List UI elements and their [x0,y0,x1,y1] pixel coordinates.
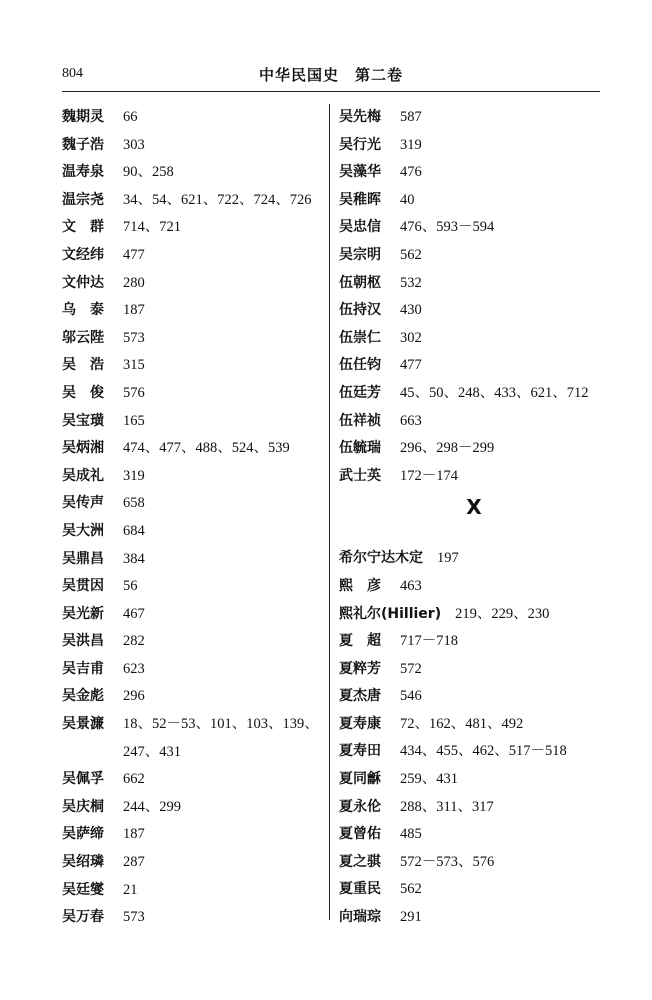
index-entry [339,325,609,353]
entry-name: 乌 泰 [62,302,104,319]
index-entry [339,352,609,380]
entry-name: 文仲达 [62,274,104,291]
entry-name: 吴宝璜 [62,412,104,429]
index-entry [339,876,609,904]
entry-pages: 288、311、317 [400,798,494,815]
entry-name: 夏杰唐 [339,688,381,705]
index-entry [62,683,324,711]
entry-pages: 430 [400,302,422,319]
entry-name: 熙 彦 [339,577,381,594]
entry-name: 伍毓瑞 [339,440,381,457]
entry-name: 温宗尧 [62,191,104,208]
entry-pages: 474、477、488、524、539 [123,440,290,457]
entry-name: 夏同龢 [339,771,381,788]
entry-pages: 319 [123,467,145,484]
index-entry [62,242,324,270]
entry-pages: 684 [123,522,145,539]
page-header [62,62,600,90]
index-entry [62,214,324,242]
entry-name: 吴 俊 [62,384,104,401]
entry-name: 夏寿田 [339,743,381,760]
column-divider [329,104,330,920]
index-entry [62,490,324,518]
entry-pages: 18、52－53、101、103、139、247、431 [123,716,319,760]
index-entry [339,242,609,270]
entry-name: 邬云陛 [62,329,104,346]
entry-pages: 165 [123,412,145,429]
entry-name: 吴佩孚 [62,771,104,788]
entry-pages: 485 [400,826,422,843]
entry-name: 伍崇仁 [339,329,381,346]
entry-name: 吴成礼 [62,467,104,484]
index-entry [62,408,324,436]
entry-name: 吴鼎昌 [62,550,104,567]
entry-pages: 476 [400,164,422,181]
entry-name: 吴稚晖 [339,191,381,208]
entry-pages: 562 [400,881,422,898]
entry-pages: 587 [400,109,422,125]
entry-pages: 717－718 [400,633,458,650]
entry-pages: 319 [400,136,422,153]
entry-pages: 463 [400,577,422,594]
entry-pages: 467 [123,605,145,622]
entry-pages: 573 [123,329,145,346]
index-entry [62,463,324,491]
entry-name: 吴景濂 [62,716,104,733]
index-entry [62,628,324,656]
entry-pages: 562 [400,246,422,263]
index-entry [62,159,324,187]
entry-pages: 303 [123,136,145,153]
entry-pages: 187 [123,302,145,319]
index-entry [339,821,609,849]
entry-pages: 302 [400,329,422,346]
entry-name: 夏永伦 [339,798,381,815]
index-entry [339,794,609,822]
entry-name: 夏粹芳 [339,660,381,677]
entry-pages: 172－174 [400,467,458,484]
entry-name: 吴传声 [62,495,104,512]
entry-pages: 573 [123,909,145,926]
entry-name: 夏寿康 [339,715,381,732]
header-rule [62,91,600,92]
entry-pages: 623 [123,660,145,677]
entry-name: 夏曾佑 [339,826,381,843]
entry-name: 吴廷燮 [62,881,104,898]
index-entry [339,601,609,629]
index-entry [339,214,609,242]
right-column-entries-w [339,104,609,490]
entry-pages: 532 [400,274,422,291]
index-entry [62,352,324,380]
index-entry [339,628,609,656]
entry-pages: 434、455、462、517－518 [400,743,567,760]
index-entry [62,821,324,849]
entry-pages: 66 [123,109,138,125]
entry-name: 温寿泉 [62,164,104,181]
entry-name: 夏重民 [339,881,381,898]
entry-name: 吴金彪 [62,688,104,705]
entry-name: 吴 浩 [62,357,104,374]
entry-pages: 21 [123,881,138,898]
entry-name: 魏子浩 [62,136,104,153]
entry-name: 伍持汉 [339,302,381,319]
index-entry [62,573,324,601]
index-entry [62,380,324,408]
index-entry [339,380,609,408]
index-entry [62,297,324,325]
entry-name: 武士英 [339,467,381,484]
index-entry [62,104,324,132]
index-entry [339,270,609,298]
entry-name: 吴洪昌 [62,633,104,650]
index-entry [339,132,609,160]
index-entry [339,711,609,739]
entry-name: 希尔宁达木定 [339,550,423,567]
entry-pages: 187 [123,826,145,843]
index-entry [62,325,324,353]
entry-pages: 282 [123,633,145,650]
entry-pages: 287 [123,854,145,871]
index-entry [339,683,609,711]
index-entry [339,904,609,932]
entry-name: 吴藻华 [339,164,381,181]
entry-name: 文 群 [62,219,104,236]
entry-name: 夏之骐 [339,853,381,870]
entry-name: 夏 超 [339,633,381,650]
entry-pages: 476、593－594 [400,219,495,236]
entry-name: 文经纬 [62,246,104,263]
index-entry [339,766,609,794]
entry-name: 伍祥祯 [339,412,381,429]
entry-name: 伍廷芳 [339,384,381,401]
index-entry [62,435,324,463]
index-entry [62,794,324,822]
book-title: 中华民国史 第二卷 [258,66,403,84]
index-entry [62,518,324,546]
entry-name: 伍朝枢 [339,274,381,291]
entry-pages: 72、162、481、492 [400,715,524,732]
entry-pages: 219、229、230 [455,605,550,622]
index-entry [339,435,609,463]
index-entry [62,904,324,932]
entry-pages: 477 [123,246,145,263]
index-entry [339,573,609,601]
entry-name: 熙礼尔(Hillier) [339,605,442,622]
entry-name: 向瑞琮 [339,909,381,926]
index-entry [62,766,324,794]
entry-pages: 576 [123,384,145,401]
index-entry [62,132,324,160]
entry-pages: 291 [400,909,422,926]
index-entry [62,187,324,215]
entry-pages: 280 [123,274,145,291]
index-entry [339,104,609,132]
entry-pages: 296、298－299 [400,440,495,457]
entry-name: 吴绍璘 [62,854,104,871]
entry-name: 吴先梅 [339,109,381,125]
entry-pages: 546 [400,688,422,705]
entry-pages: 477 [400,357,422,374]
page-number: 804 [62,66,83,81]
index-entry [339,738,609,766]
right-column [339,104,609,932]
index-entry [339,159,609,187]
entry-name: 吴宗明 [339,246,381,263]
entry-pages: 714、721 [123,219,181,236]
entry-pages: 197 [437,550,459,567]
index-entry [62,656,324,684]
index-entry [339,849,609,877]
entry-name: 吴大洲 [62,522,104,539]
entry-name: 吴行光 [339,136,381,153]
index-entry [62,711,324,766]
entry-pages: 296 [123,688,145,705]
entry-pages: 663 [400,412,422,429]
index-entry [339,463,609,491]
right-column-entries-x [339,545,609,931]
left-column [62,104,324,932]
index-entry [62,849,324,877]
entry-pages: 662 [123,771,145,788]
entry-pages: 45、50、248、433、621、712 [400,384,589,401]
entry-name: 吴忠信 [339,219,381,236]
entry-name: 吴萨缔 [62,826,104,843]
index-entry [339,545,609,573]
entry-name: 魏期灵 [62,109,104,125]
entry-pages: 34、54、621、722、724、726 [123,191,312,208]
entry-name: 吴光新 [62,605,104,622]
entry-pages: 658 [123,495,145,512]
index-entry [339,187,609,215]
entry-name: 吴吉甫 [62,660,104,677]
entry-pages: 315 [123,357,145,374]
index-entry [62,270,324,298]
entry-pages: 40 [400,191,415,208]
entry-pages: 244、299 [123,798,181,815]
entry-name: 吴庆桐 [62,798,104,815]
entry-name: 吴炳湘 [62,440,104,457]
index-entry [62,877,324,905]
entry-pages: 572 [400,660,422,677]
index-entry [339,408,609,436]
index-entry [62,546,324,574]
entry-name: 吴贯因 [62,578,104,595]
entry-pages: 259、431 [400,771,458,788]
entry-name: 吴万春 [62,909,104,926]
entry-name: 伍任钧 [339,357,381,374]
entry-pages: 90、258 [123,164,174,181]
entry-pages: 572－573、576 [400,853,495,870]
index-entry [339,656,609,684]
index-entry [339,297,609,325]
index-entry [62,601,324,629]
entry-pages: 56 [123,578,138,595]
section-letter: X [466,495,482,520]
entry-pages: 384 [123,550,145,567]
